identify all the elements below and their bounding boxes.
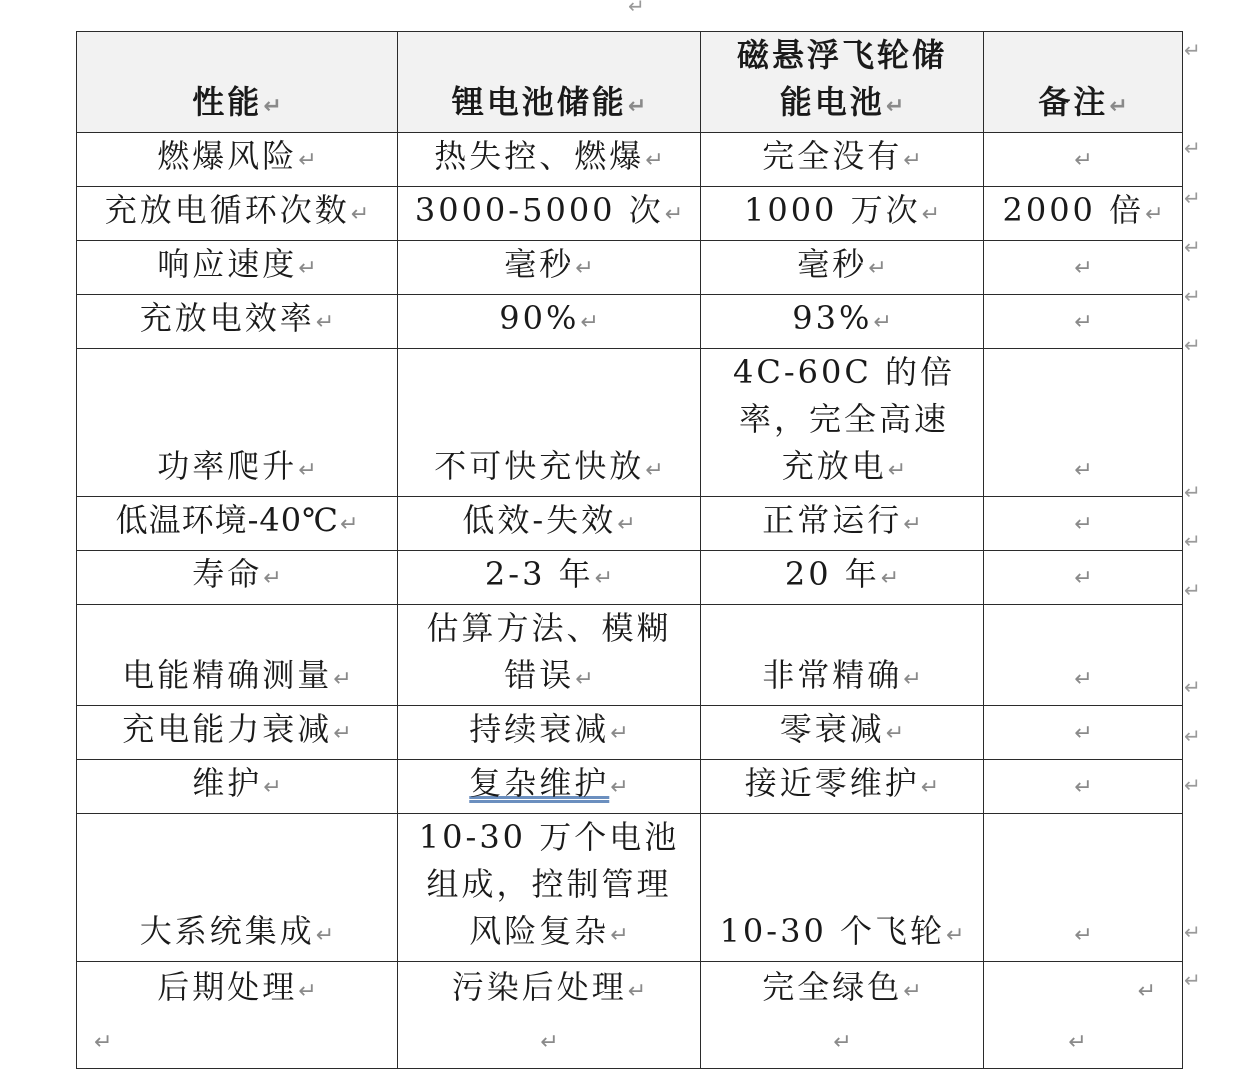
- cell-perf: 充放电循环次数↵: [77, 187, 398, 241]
- cell-note: ↵: [984, 241, 1183, 295]
- comparison-table: [76, 31, 1183, 1069]
- header-notes: 备注↵: [984, 32, 1183, 133]
- cell-fw: 非常精确↵: [701, 605, 984, 706]
- header-performance: 性能↵: [77, 32, 398, 133]
- table-row: [77, 497, 1183, 551]
- row-end-mark-icon: ↵: [1184, 333, 1201, 357]
- row-end-mark-icon: ↵: [1184, 578, 1201, 602]
- cell-fw: 10-30 个飞轮↵: [701, 814, 984, 962]
- cell-li: 持续衰减↵: [398, 706, 701, 760]
- table-row: [77, 133, 1183, 187]
- table-row: [77, 551, 1183, 605]
- cell-perf: 低温环境-40℃↵: [77, 497, 398, 551]
- cell-fw: 完全没有↵: [701, 133, 984, 187]
- row-end-mark-icon: ↵: [1184, 480, 1201, 504]
- row-end-mark-icon: ↵: [1184, 529, 1201, 553]
- cell-li: 毫秒↵: [398, 241, 701, 295]
- cell-perf: 充电能力衰减↵: [77, 706, 398, 760]
- table-row: [77, 814, 1183, 962]
- cell-perf: 充放电效率↵: [77, 295, 398, 349]
- cell-fw: 接近零维护↵: [701, 760, 984, 814]
- cell-perf: 大系统集成↵: [77, 814, 398, 962]
- table-row: [77, 962, 1183, 1069]
- cell-note: ↵: [984, 605, 1183, 706]
- cell-perf: 电能精确测量↵: [77, 605, 398, 706]
- cell-fw: 93%↵: [701, 295, 984, 349]
- table-row: [77, 295, 1183, 349]
- cell-note: ↵: [984, 814, 1183, 962]
- cell-note: ↵ ↵: [984, 962, 1183, 1069]
- cell-perf: 寿命↵: [77, 551, 398, 605]
- cell-note: ↵: [984, 497, 1183, 551]
- row-end-mark-icon: ↵: [1184, 186, 1201, 210]
- empty-paragraph: ↵: [1068, 1030, 1087, 1055]
- cell-li: 2-3 年↵: [398, 551, 701, 605]
- row-end-mark-icon: ↵: [1184, 38, 1201, 62]
- table-row: [77, 706, 1183, 760]
- table-row: [77, 187, 1183, 241]
- cell-perf: 功率爬升↵: [77, 349, 398, 497]
- row-end-mark-icon: ↵: [1184, 235, 1201, 259]
- cell-note: 2000 倍↵: [984, 187, 1183, 241]
- cell-note: ↵: [984, 349, 1183, 497]
- cell-fw: 毫秒↵: [701, 241, 984, 295]
- cell-fw: 完全绿色↵ ↵: [701, 962, 984, 1069]
- row-end-mark-icon: ↵: [1184, 968, 1201, 992]
- cell-li: 估算方法、模糊错误↵: [398, 605, 701, 706]
- cell-note: ↵: [984, 760, 1183, 814]
- header-lithium: 锂电池储能↵: [398, 32, 701, 133]
- table-row: [77, 241, 1183, 295]
- row-end-mark-icon: ↵: [1184, 284, 1201, 308]
- cell-note: ↵: [984, 706, 1183, 760]
- cell-li: 热失控、燃爆↵: [398, 133, 701, 187]
- cell-li: 低效-失效↵: [398, 497, 701, 551]
- cell-li: 10-30 万个电池组成，控制管理风险复杂↵: [398, 814, 701, 962]
- cell-note: ↵: [984, 295, 1183, 349]
- table-row: [77, 605, 1183, 706]
- table-row: [77, 760, 1183, 814]
- row-end-mark-icon: ↵: [1184, 136, 1201, 160]
- row-end-mark-icon: ↵: [1184, 920, 1201, 944]
- cell-li: 不可快充快放↵: [398, 349, 701, 497]
- table-header-row: [77, 32, 1183, 133]
- row-end-mark-icon: ↵: [1184, 773, 1201, 797]
- table-row: [77, 349, 1183, 497]
- cell-fw: 4C-60C 的倍率，完全高速充放电↵: [701, 349, 984, 497]
- row-end-mark-icon: ↵: [1184, 724, 1201, 748]
- empty-paragraph: ↵: [833, 1030, 852, 1055]
- cell-fw: 20 年↵: [701, 551, 984, 605]
- cell-fw: 正常运行↵: [701, 497, 984, 551]
- cell-fw: 零衰减↵: [701, 706, 984, 760]
- header-flywheel: 磁悬浮飞轮储能电池↵: [701, 32, 984, 133]
- cell-li: 90%↵: [398, 295, 701, 349]
- paragraph-mark-icon: ↵: [628, 0, 645, 18]
- cell-perf: 响应速度↵: [77, 241, 398, 295]
- cell-perf: 后期处理↵ ↵: [77, 962, 398, 1069]
- cell-perf: 燃爆风险↵: [77, 133, 398, 187]
- cell-perf: 维护↵: [77, 760, 398, 814]
- empty-paragraph: ↵: [94, 1030, 113, 1055]
- cell-fw: 1000 万次↵: [701, 187, 984, 241]
- empty-paragraph: ↵: [540, 1030, 559, 1055]
- cell-li: 污染后处理↵ ↵: [398, 962, 701, 1069]
- cell-note: ↵: [984, 551, 1183, 605]
- row-end-mark-icon: ↵: [1184, 675, 1201, 699]
- cell-note: ↵: [984, 133, 1183, 187]
- cell-li: 3000-5000 次↵: [398, 187, 701, 241]
- cell-li: 复杂维护↵: [398, 760, 701, 814]
